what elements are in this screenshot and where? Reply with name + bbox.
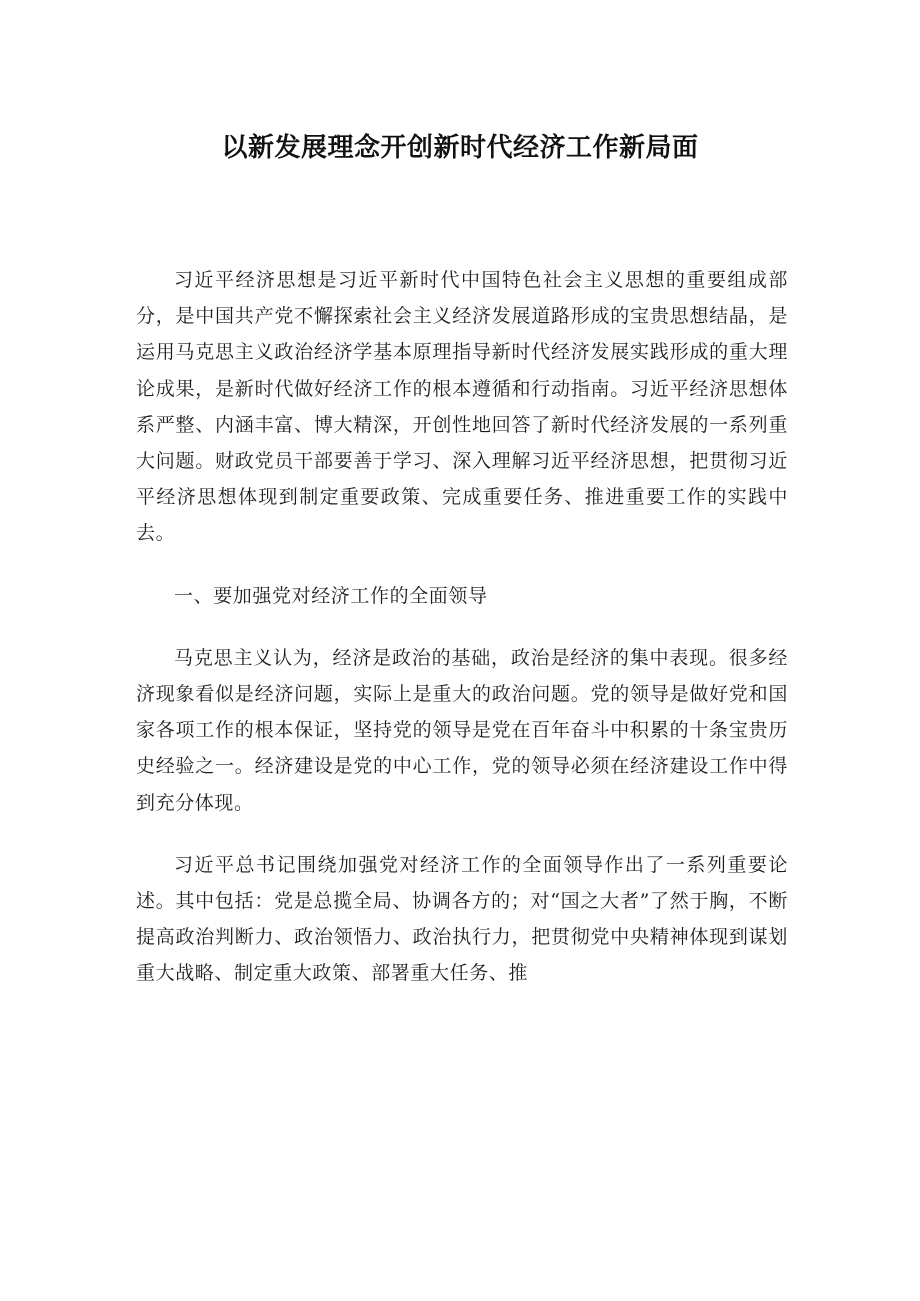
body-paragraph: 马克思主义认为，经济是政治的基础，政治是经济的集中表现。很多经济现象看似是经济问题，实际上是重大的政治问题。党的领导是做好党和国家各项工作的根本保证，坚持党的领导是党在百年奋斗中积累的十条宝贵历史经验之一。经济建设是党的中心工作，党的领导必须在经济建设工作中得到充分体现。: [136, 646, 788, 814]
body-paragraph: 习近平经济思想是习近平新时代中国特色社会主义思想的重要组成部分，是中国共产党不懈探索社会主义经济发展道路形成的宝贵思想结晶，是运用马克思主义政治经济学基本原理指导新时代经济发展实践形成的重大理论成果，是新时代做好经济工作的根本遵循和行动指南。习近平经济思想体系严整、内涵丰富、博大精深，开创性地回答了新时代经济发展的一系列重大问题。财政党员干部要善于学习、深入理解习近平经济思想，把贯彻习近平经济思想体现到制定重要政策、完成重要任务、推进重要工作的实践中去。: [136, 269, 788, 545]
document-body: [136, 262, 788, 992]
page-title: 以新发展理念开创新时代经济工作新局面: [221, 133, 699, 163]
body-paragraph: 习近平总书记围绕加强党对经济工作的全面领导作出了一系列重要论述。其中包括：党是总揽全局、协调各方的；对“国之大者”了然于胸，不断提高政治判断力、政治领悟力、政治执行力，把贯彻党中央精神体现到谋划重大战略、制定重大政策、部署重大任务、推: [136, 853, 788, 985]
section-heading: 一、要加强党对经济工作的全面领导: [174, 584, 488, 607]
